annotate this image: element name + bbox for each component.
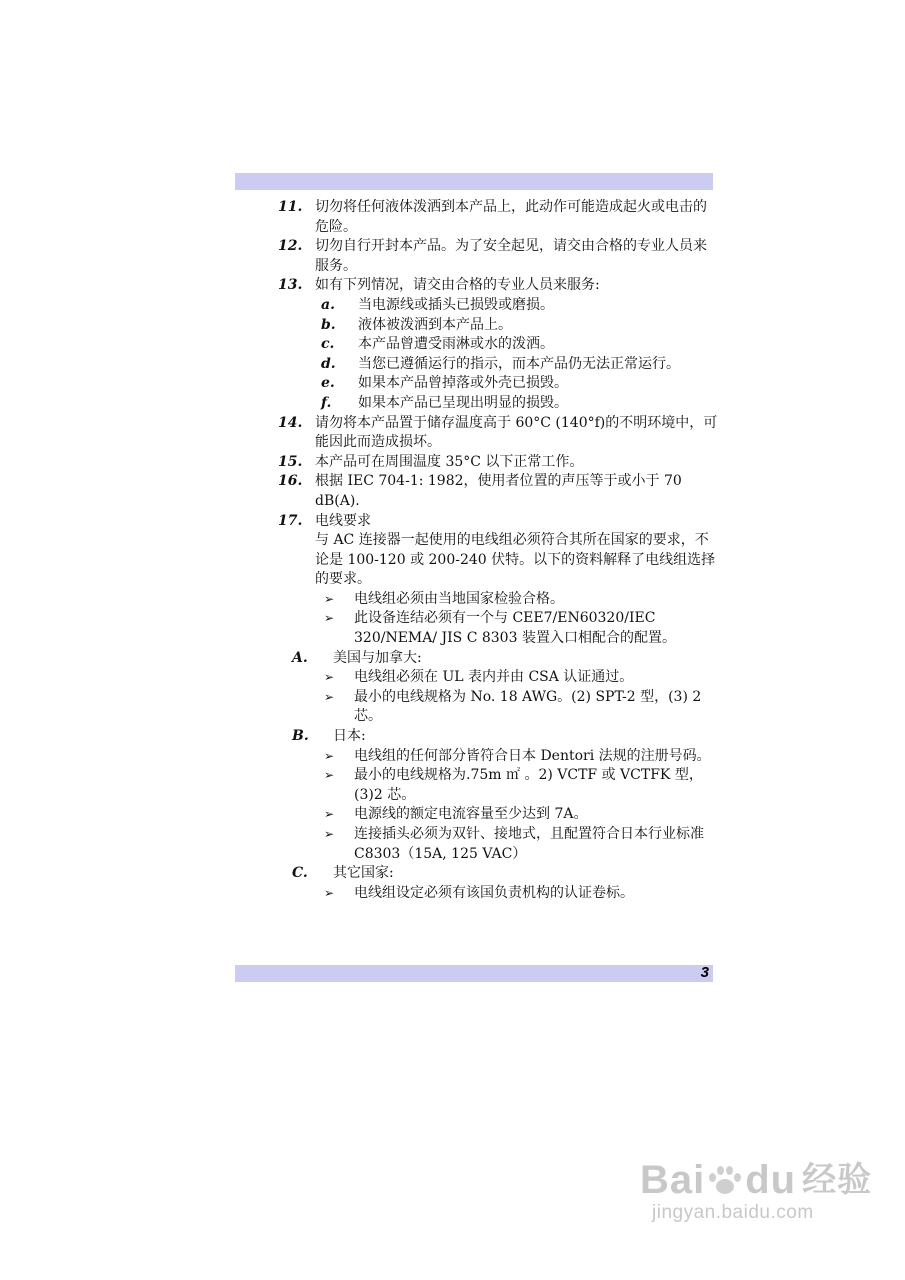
bullet-text: 电线组必须由当地国家检验合格。 [354,590,564,607]
section-letter: A. [292,649,308,666]
list-item [278,414,718,453]
bullet-item [278,688,718,727]
arrow-bullet-icon: ➢ [324,827,335,841]
item-number: 17. [278,512,303,529]
list-item [278,276,718,296]
arrow-bullet-icon: ➢ [324,768,335,783]
header-band [235,173,713,190]
section-title: 其它国家: [333,865,394,882]
item-number: 11. [278,199,303,215]
sub-item [278,394,718,414]
item-text: 切勿自行开封本产品。为了安全起见，请交由合格的专业人员来服务。 [315,238,707,274]
list-item [278,198,718,237]
arrow-bullet-icon: ➢ [324,807,335,822]
cord-requirements-paragraph: 与 AC 连接器一起使用的电线组必须符合其所在国家的要求，不论是 100-120 或 200-240 伏特。以下的资料解释了电线组选择的要求。 [315,532,716,588]
sub-item [278,316,718,336]
bullet-text: 电线组必须在 UL 表内并由 CSA 认证通过。 [354,669,634,686]
section-heading [278,649,718,669]
arrow-bullet-icon: ➢ [324,611,335,626]
sub-letter: b. [321,316,336,333]
arrow-bullet-icon: ➢ [324,748,335,763]
list-item [278,512,718,532]
item-text: 如有下列情况，请交由合格的专业人员来服务: [315,277,600,294]
sub-text: 当电源线或插头已损毁或磨损。 [358,296,554,313]
item-text: 切勿将任何液体泼洒到本产品上，此动作可能造成起火或电击的危险。 [315,199,707,235]
bullet-item [278,805,718,825]
paw-icon [707,1165,743,1195]
watermark-url: jingyan.baidu.com [652,1202,814,1223]
logo-text-cn: 经验 [802,1161,873,1199]
sub-letter: c. [321,336,335,353]
bullet-item [278,766,718,805]
list-item [278,453,718,473]
section-heading [278,727,718,747]
item-text: 电线要求 [315,512,371,529]
bullet-text: 连接插头必须为双针、接地式，且配置符合日本行业标准 C8303（15A, 125 VAC） [354,826,704,862]
item-text: 本产品可在周围温度 35°C 以下正常工作。 [315,453,584,470]
page-content [278,198,718,903]
sub-text: 如果本产品曾掉落或外壳已损毁。 [358,375,568,392]
sub-text: 液体被泼洒到本产品上。 [358,316,512,333]
sub-letter: a. [321,296,335,313]
baidu-watermark [640,1158,890,1224]
item-number: 14. [278,414,303,431]
sub-item [278,296,718,316]
bullet-item [278,884,718,904]
section-letter: B. [292,728,309,745]
list-item [278,472,718,511]
item-number: 12. [278,238,303,255]
logo-text-left: Bai [640,1158,706,1202]
item-number: 13. [278,277,303,294]
section-letter: C. [292,865,308,882]
logo-text-right: du [745,1158,797,1202]
baidu-logo [640,1158,890,1202]
sub-text: 当您已遵循运行的指示，而本产品仍无法正常运行。 [358,355,680,372]
bullet-text: 电线组的任何部分皆符合日本 Dentori 法规的注册号码。 [354,747,711,764]
list-item [278,237,718,276]
bullet-item [278,609,718,648]
arrow-bullet-icon: ➢ [324,591,335,606]
bullet-item [278,668,718,688]
bullet-item [278,825,718,864]
sub-letter: e. [321,375,335,392]
item-number: 16. [278,473,303,490]
sub-item [278,355,718,375]
section-title: 日本: [333,728,366,745]
item-number: 15. [278,453,303,470]
arrow-bullet-icon: ➢ [324,689,335,704]
bullet-item [278,590,718,610]
arrow-bullet-icon: ➢ [324,885,335,900]
footer-band [235,965,713,982]
sub-text: 本产品曾遭受雨淋或水的泼洒。 [358,336,554,353]
bullet-text: 最小的电线规格为.75m ㎡ 。2) VCTF 或 VCTFK 型，(3)2 芯。 [354,767,703,803]
sub-item [278,335,718,355]
sub-item [278,374,718,394]
item-text: 根据 IEC 704-1: 1982，使用者位置的声压等于或小于 70 dB(A). [315,473,682,509]
arrow-bullet-icon: ➢ [324,670,335,685]
sub-text: 如果本产品已呈现出明显的损毁。 [358,394,568,411]
bullet-text: 电线组设定必须有该国负责机构的认证卷标。 [354,884,634,901]
bullet-text: 最小的电线规格为 No. 18 AWG。(2) SPT-2 型，(3) 2 芯。 [354,688,702,725]
bullet-text: 电源线的额定电流容量至少达到 7A。 [354,806,588,823]
bullet-text: 此设备连结必须有一个与 CEE7/EN60320/IEC 320/NEMA/ JIS C 8303 装置入口相配合的配置。 [354,610,676,647]
bullet-item [278,747,718,767]
page-number: 3 [700,964,709,981]
sub-letter: f. [321,394,332,411]
section-title: 美国与加拿大: [333,649,422,666]
section-heading [278,864,718,884]
sub-letter: d. [321,355,336,372]
item-text: 请勿将本产品置于储存温度高于 60°C (140°f)的不明环境中，可能因此而造成损坏。 [315,414,718,451]
